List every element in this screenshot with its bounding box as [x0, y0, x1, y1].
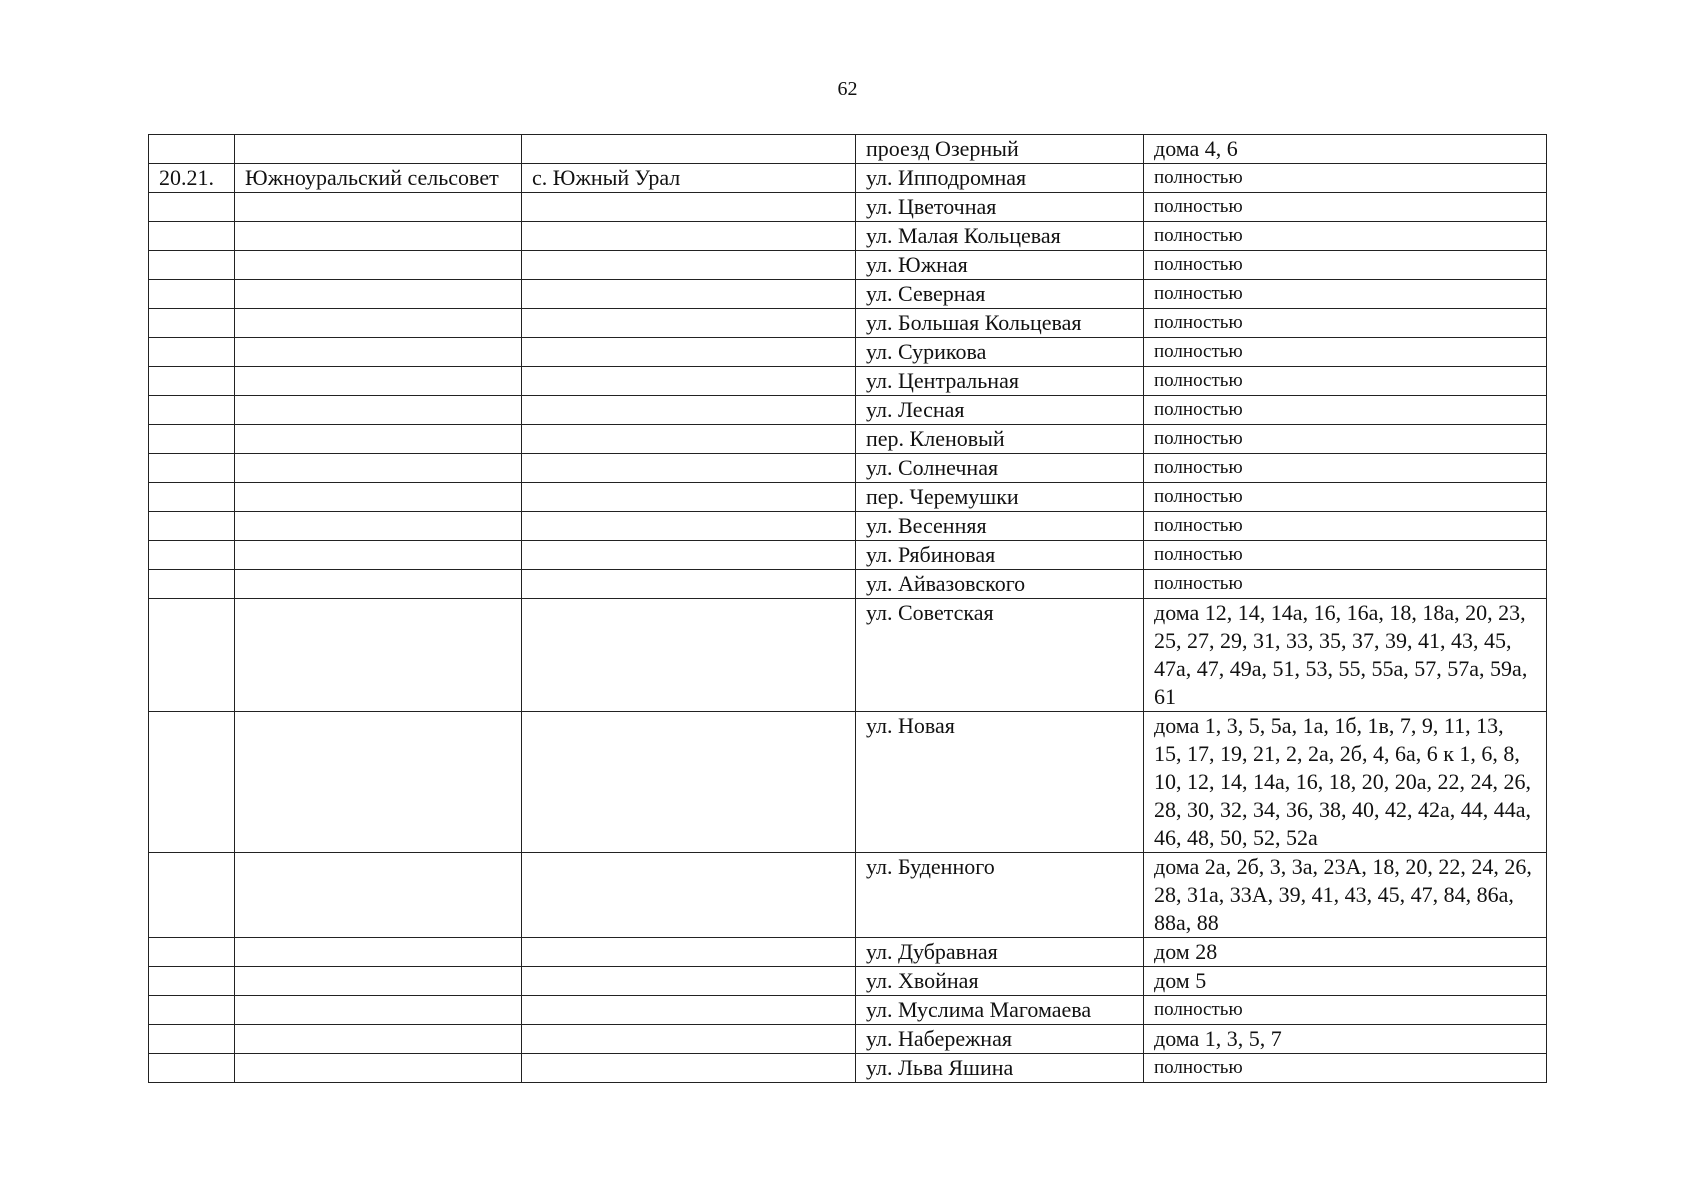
table-row: [149, 1054, 1547, 1083]
table-row: [149, 454, 1547, 483]
row-number-cell: [149, 483, 235, 512]
row-number-cell: [149, 512, 235, 541]
row-number-cell: [149, 570, 235, 599]
municipality-cell: [235, 193, 522, 222]
row-number-cell: [149, 193, 235, 222]
table-row: [149, 1025, 1547, 1054]
table-row: [149, 338, 1547, 367]
settlement-cell: [522, 396, 856, 425]
municipality-cell: [235, 396, 522, 425]
municipality-cell: [235, 280, 522, 309]
row-number-cell: [149, 996, 235, 1025]
settlement-cell: [522, 967, 856, 996]
settlement-cell: [522, 938, 856, 967]
settlement-cell: [522, 1025, 856, 1054]
table-row: [149, 570, 1547, 599]
street-cell: ул. Новая: [856, 712, 1144, 853]
houses-cell: полностью: [1144, 996, 1547, 1025]
street-cell: ул. Хвойная: [856, 967, 1144, 996]
municipality-cell: [235, 425, 522, 454]
street-cell: ул. Малая Кольцевая: [856, 222, 1144, 251]
address-table: [148, 134, 1547, 1083]
municipality-cell: [235, 1054, 522, 1083]
street-cell: проезд Озерный: [856, 135, 1144, 164]
street-cell: ул. Дубравная: [856, 938, 1144, 967]
table-row: [149, 396, 1547, 425]
street-cell: ул. Советская: [856, 599, 1144, 712]
settlement-cell: [522, 222, 856, 251]
settlement-cell: с. Южный Урал: [522, 164, 856, 193]
municipality-cell: [235, 996, 522, 1025]
street-cell: ул. Рябиновая: [856, 541, 1144, 570]
street-cell: ул. Цветочная: [856, 193, 1144, 222]
table-row: [149, 967, 1547, 996]
houses-cell: дома 4, 6: [1144, 135, 1547, 164]
settlement-cell: [522, 599, 856, 712]
address-table-body: [149, 135, 1547, 1083]
page-number: 62: [837, 78, 858, 100]
houses-cell: полностью: [1144, 164, 1547, 193]
settlement-cell: [522, 1054, 856, 1083]
street-cell: ул. Муслима Магомаева: [856, 996, 1144, 1025]
street-cell: ул. Лесная: [856, 396, 1144, 425]
table-row: [149, 222, 1547, 251]
row-number-cell: [149, 938, 235, 967]
row-number-cell: [149, 367, 235, 396]
table-row: [149, 309, 1547, 338]
table-row: [149, 367, 1547, 396]
houses-cell: полностью: [1144, 193, 1547, 222]
street-cell: ул. Ипподромная: [856, 164, 1144, 193]
settlement-cell: [522, 425, 856, 454]
settlement-cell: [522, 251, 856, 280]
row-number-cell: [149, 712, 235, 853]
table-row: [149, 541, 1547, 570]
settlement-cell: [522, 541, 856, 570]
municipality-cell: [235, 712, 522, 853]
row-number-cell: 20.21.: [149, 164, 235, 193]
settlement-cell: [522, 338, 856, 367]
street-cell: ул. Буденного: [856, 853, 1144, 938]
settlement-cell: [522, 193, 856, 222]
street-cell: ул. Северная: [856, 280, 1144, 309]
table-row: [149, 712, 1547, 853]
municipality-cell: [235, 512, 522, 541]
municipality-cell: Южноуральский сельсовет: [235, 164, 522, 193]
street-cell: ул. Солнечная: [856, 454, 1144, 483]
street-cell: пер. Черемушки: [856, 483, 1144, 512]
houses-cell: дома 1, 3, 5, 7: [1144, 1025, 1547, 1054]
municipality-cell: [235, 599, 522, 712]
houses-cell: полностью: [1144, 454, 1547, 483]
municipality-cell: [235, 454, 522, 483]
street-cell: ул. Большая Кольцевая: [856, 309, 1144, 338]
row-number-cell: [149, 853, 235, 938]
houses-cell: полностью: [1144, 425, 1547, 454]
houses-cell: полностью: [1144, 280, 1547, 309]
row-number-cell: [149, 280, 235, 309]
municipality-cell: [235, 251, 522, 280]
street-cell: ул. Южная: [856, 251, 1144, 280]
municipality-cell: [235, 967, 522, 996]
houses-cell: полностью: [1144, 222, 1547, 251]
municipality-cell: [235, 483, 522, 512]
settlement-cell: [522, 570, 856, 599]
settlement-cell: [522, 712, 856, 853]
houses-cell: дом 28: [1144, 938, 1547, 967]
houses-cell: дома 2а, 2б, 3, 3а, 23А, 18, 20, 22, 24, 26, 28, 31а, 33А, 39, 41, 43, 45, 47, 84, 86а, 88а, 88: [1144, 853, 1547, 938]
row-number-cell: [149, 1025, 235, 1054]
houses-cell: полностью: [1144, 541, 1547, 570]
row-number-cell: [149, 967, 235, 996]
row-number-cell: [149, 396, 235, 425]
table-row: [149, 425, 1547, 454]
houses-cell: полностью: [1144, 367, 1547, 396]
settlement-cell: [522, 996, 856, 1025]
street-cell: пер. Кленовый: [856, 425, 1144, 454]
row-number-cell: [149, 338, 235, 367]
table-row: [149, 512, 1547, 541]
municipality-cell: [235, 853, 522, 938]
table-row: [149, 280, 1547, 309]
row-number-cell: [149, 251, 235, 280]
table-row: [149, 483, 1547, 512]
municipality-cell: [235, 541, 522, 570]
settlement-cell: [522, 454, 856, 483]
houses-cell: полностью: [1144, 483, 1547, 512]
settlement-cell: [522, 853, 856, 938]
municipality-cell: [235, 367, 522, 396]
table-row: [149, 599, 1547, 712]
row-number-cell: [149, 599, 235, 712]
settlement-cell: [522, 512, 856, 541]
municipality-cell: [235, 135, 522, 164]
houses-cell: полностью: [1144, 570, 1547, 599]
settlement-cell: [522, 367, 856, 396]
municipality-cell: [235, 570, 522, 599]
table-row: [149, 853, 1547, 938]
municipality-cell: [235, 222, 522, 251]
table-row: [149, 193, 1547, 222]
houses-cell: дом 5: [1144, 967, 1547, 996]
table-row: [149, 996, 1547, 1025]
table-row: [149, 251, 1547, 280]
row-number-cell: [149, 309, 235, 338]
settlement-cell: [522, 483, 856, 512]
street-cell: ул. Весенняя: [856, 512, 1144, 541]
houses-cell: дома 12, 14, 14а, 16, 16а, 18, 18а, 20, 23, 25, 27, 29, 31, 33, 35, 37, 39, 41, 43, 45, 47а, 47, 49а, 51, 53, 55, 55а, 57, 57а, 59а, 61: [1144, 599, 1547, 712]
street-cell: ул. Набережная: [856, 1025, 1144, 1054]
street-cell: ул. Центральная: [856, 367, 1144, 396]
street-cell: ул. Льва Яшина: [856, 1054, 1144, 1083]
houses-cell: полностью: [1144, 338, 1547, 367]
row-number-cell: [149, 541, 235, 570]
table-row: [149, 938, 1547, 967]
street-cell: ул. Айвазовского: [856, 570, 1144, 599]
houses-cell: полностью: [1144, 251, 1547, 280]
houses-cell: полностью: [1144, 309, 1547, 338]
row-number-cell: [149, 425, 235, 454]
houses-cell: полностью: [1144, 1054, 1547, 1083]
settlement-cell: [522, 280, 856, 309]
row-number-cell: [149, 454, 235, 483]
municipality-cell: [235, 309, 522, 338]
municipality-cell: [235, 938, 522, 967]
table-row: [149, 135, 1547, 164]
municipality-cell: [235, 338, 522, 367]
houses-cell: полностью: [1144, 512, 1547, 541]
houses-cell: полностью: [1144, 396, 1547, 425]
street-cell: ул. Сурикова: [856, 338, 1144, 367]
table-row: [149, 164, 1547, 193]
settlement-cell: [522, 135, 856, 164]
row-number-cell: [149, 135, 235, 164]
row-number-cell: [149, 1054, 235, 1083]
row-number-cell: [149, 222, 235, 251]
municipality-cell: [235, 1025, 522, 1054]
houses-cell: дома 1, 3, 5, 5а, 1а, 1б, 1в, 7, 9, 11, 13, 15, 17, 19, 21, 2, 2а, 2б, 4, 6а, 6 к 1, 6, 8, 10, 12, 14, 14а, 16, 18, 20, 20а, 22, 24, 26, 28, 30, 32, 34, 36, 38, 40, 42, 42а, 44, 44а, 46, 48, 50, 52, 52а: [1144, 712, 1547, 853]
settlement-cell: [522, 309, 856, 338]
